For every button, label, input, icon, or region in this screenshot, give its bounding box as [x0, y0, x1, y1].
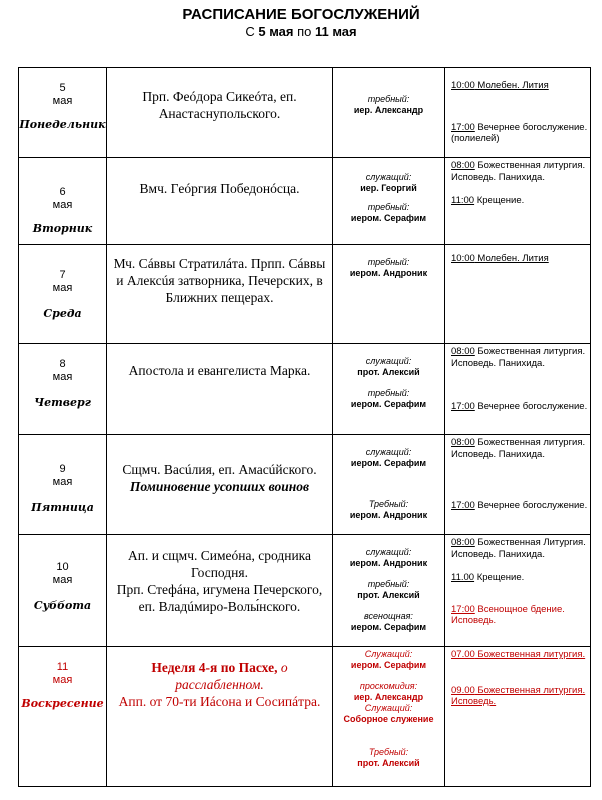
clergy-role: требный: [367, 388, 410, 398]
service-time: 17:00 [451, 121, 475, 133]
service-cell [445, 158, 591, 245]
service-desc: Молебен. Лития [474, 253, 549, 264]
service-desc: Божественная литургия. Исповедь. Панихида. [451, 346, 586, 369]
feast-text: Прп. Стефáна, игумена Печерского, еп. Владúмиро-Волы́нского. [116, 582, 323, 614]
clergy-role: всенощная: [364, 611, 413, 621]
day-cell [19, 435, 107, 535]
service-desc: Крещение. [474, 572, 525, 583]
clergy-name: иером. Андроник [349, 558, 428, 568]
day-month: мая [52, 476, 73, 488]
day-number: 6 [59, 186, 66, 198]
clergy-cell [333, 344, 445, 435]
service-time: 17:00 [451, 401, 475, 412]
page-title: РАСПИСАНИЕ БОГОСЛУЖЕНИЙ [182, 6, 420, 23]
table-row [19, 68, 591, 158]
weekday: Вторник [32, 222, 93, 235]
feast-text: Ап. и сщмч. Симеóна, сродника Господня. [127, 548, 312, 580]
day-month: мая [52, 574, 73, 586]
table-row [19, 435, 591, 535]
day-month: мая [52, 674, 73, 686]
table-row [19, 158, 591, 245]
clergy-role: Служащий: [364, 703, 413, 713]
weekday: Пятница [31, 501, 94, 514]
clergy-cell [333, 68, 445, 158]
feast-text: Прп. Феóдора Сикеóта, еп. Анастаснупольского. [142, 89, 297, 121]
service-cell [445, 435, 591, 535]
feast-text: Вмч. Гeóргия Победонóсца. [139, 181, 300, 196]
clergy-cell [333, 158, 445, 245]
weekday: Среда [43, 307, 82, 320]
clergy-name: иером. Серафим [350, 458, 427, 468]
feast-text: Апп. от 70-ти Иáсона и Сосипáтра. [118, 694, 321, 709]
service-time: 09.00 [451, 684, 475, 696]
feast-remembrance: Поминовение усопших воинов [129, 479, 310, 494]
feast-cell [107, 344, 333, 435]
feast-cell [107, 158, 333, 245]
clergy-role: служащий: [365, 447, 412, 457]
service-desc: Вечернее богослужение. [474, 401, 588, 412]
service-cell [445, 245, 591, 344]
day-month: мая [52, 199, 73, 211]
service-desc: Всенощное бдение. Исповедь. [451, 603, 565, 626]
clergy-name: иером. Серафим [350, 660, 427, 670]
feast-cell [107, 535, 333, 647]
clergy-role: служащий: [365, 547, 412, 557]
clergy-role: требный: [367, 257, 410, 267]
weekday: Суббота [33, 599, 92, 612]
feast-cell [107, 435, 333, 535]
day-cell [19, 344, 107, 435]
service-desc: Божественная Литургия. Исповедь. Панихида. [451, 537, 586, 560]
schedule-header [0, 6, 602, 40]
day-cell [19, 158, 107, 245]
clergy-cell [333, 245, 445, 344]
clergy-name: иер. Александр [353, 692, 424, 702]
clergy-name: иером. Андроник [349, 510, 428, 520]
service-desc: Божественная литургия. [474, 649, 586, 660]
date-range: С 5 мая по 11 мая [245, 24, 357, 39]
clergy-name: прот. Алексий [357, 367, 420, 377]
service-time: 17:00 [451, 603, 475, 615]
day-number: 8 [59, 358, 66, 370]
service-desc: Вечернее богослужение. [474, 500, 588, 511]
service-desc: Божественная литургия. Исповедь. Панихида. [451, 437, 586, 460]
service-time: 11.00 [451, 572, 475, 583]
service-desc: Молебен. Лития [474, 80, 549, 91]
service-desc: Вечернее богослужение. (полиелей) [451, 121, 588, 144]
clergy-cell [333, 535, 445, 647]
service-cell [445, 344, 591, 435]
feast-text: Апостола и евангелиста Марка. [128, 363, 311, 378]
table-row [19, 245, 591, 344]
clergy-role: проскомидия: [359, 681, 418, 691]
service-cell [445, 68, 591, 158]
schedule-table [18, 67, 591, 787]
weekday: Четверг [34, 396, 91, 409]
day-number: 7 [59, 269, 66, 281]
day-cell [19, 245, 107, 344]
feast-text: Сщмч. Васúлия, еп. Амасúйского. [122, 462, 317, 477]
clergy-role: Служащий: [364, 649, 413, 659]
feast-sunday-subtitle: о расслабленном. [175, 660, 288, 692]
clergy-name: иером. Серафим [350, 213, 427, 223]
service-time: 07.00 [451, 649, 475, 660]
feast-cell [107, 245, 333, 344]
table-row [19, 344, 591, 435]
day-month: мая [52, 371, 73, 383]
clergy-name: иером. Серафим [350, 622, 427, 632]
clergy-role: Требный: [368, 747, 409, 757]
day-cell [19, 68, 107, 158]
service-cell [445, 647, 591, 787]
service-time: 08:00 [451, 160, 475, 171]
clergy-role: служащий: [365, 356, 412, 366]
clergy-name: прот. Алексий [357, 758, 420, 768]
clergy-name: прот. Алексий [357, 590, 420, 600]
day-cell [19, 647, 107, 787]
feast-sunday-title: Неделя 4-я по Пасхе, [151, 660, 278, 675]
day-number: 11 [56, 661, 69, 673]
service-cell [445, 535, 591, 647]
weekday: Воскресение [21, 697, 104, 710]
clergy-name: иером. Серафим [350, 399, 427, 409]
clergy-name: иер. Александр [353, 105, 424, 115]
clergy-role: требный: [367, 94, 410, 104]
clergy-role: Требный: [368, 499, 409, 509]
service-desc: Божественная литургия. Исповедь. [451, 684, 586, 707]
clergy-role: служащий: [365, 172, 412, 182]
service-time: 11:00 [451, 195, 475, 206]
service-time: 10:00 [451, 253, 475, 264]
clergy-name: Соборное служение [343, 714, 434, 724]
service-time: 10:00 [451, 80, 475, 91]
table-row [19, 535, 591, 647]
day-cell [19, 535, 107, 647]
service-time: 08:00 [451, 537, 475, 548]
table-row [19, 647, 591, 787]
clergy-role: требный: [367, 579, 410, 589]
clergy-cell [333, 435, 445, 535]
day-number: 9 [59, 463, 66, 475]
service-time: 08:00 [451, 437, 475, 448]
service-time: 17:00 [451, 500, 475, 511]
clergy-name: иер. Георгий [360, 183, 417, 193]
day-month: мая [52, 282, 73, 294]
service-time: 08:00 [451, 346, 475, 357]
day-number: 5 [59, 82, 66, 94]
weekday: Понедельник [19, 118, 106, 131]
clergy-cell [333, 647, 445, 787]
day-month: мая [52, 95, 73, 107]
feast-cell [107, 647, 333, 787]
day-number: 10 [56, 561, 69, 573]
feast-text: Мч. Сáввы Стратилáта. Прпп. Сáввы и Алексúя затворника, Печерских, в Ближних пещерах. [113, 256, 326, 305]
clergy-role: требный: [367, 202, 410, 212]
feast-cell [107, 68, 333, 158]
service-desc: Божественная литургия. Исповедь. Панихида. [451, 160, 586, 183]
service-desc: Крещение. [474, 195, 525, 206]
clergy-name: иером. Андроник [349, 268, 428, 278]
